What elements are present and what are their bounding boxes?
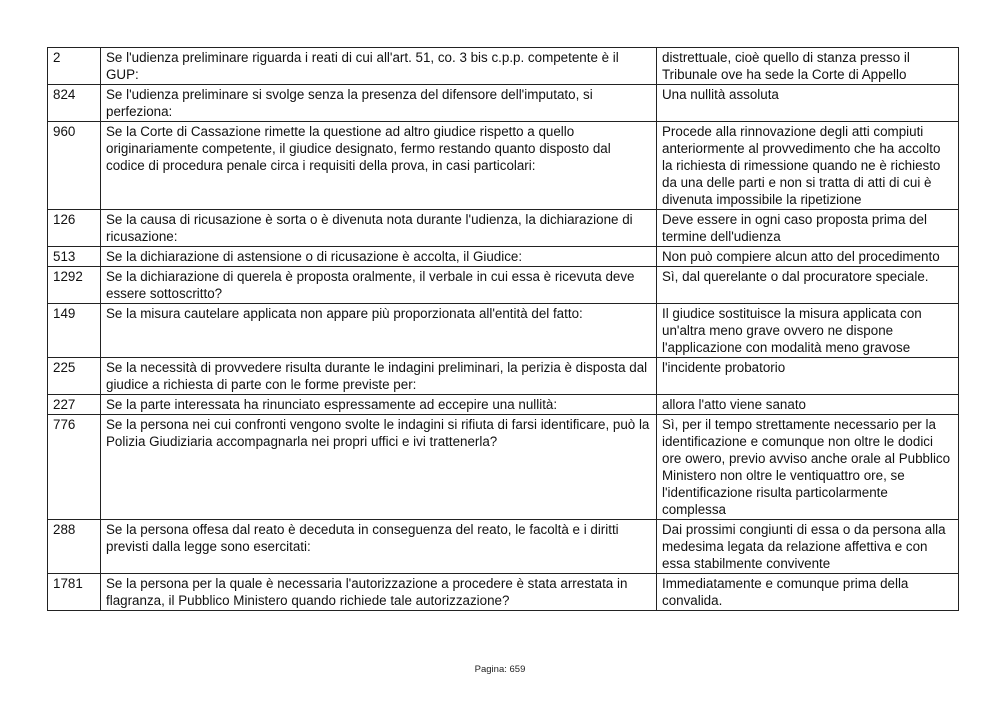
question-number-cell: 2 — [48, 48, 101, 85]
question-text-cell: Se la necessità di provvedere risulta durante le indagini preliminari, la perizia è disposta dal giudice a richiesta di parte con le forme previste per: — [101, 358, 657, 395]
question-text-cell: Se la persona nei cui confronti vengono svolte le indagini si rifiuta di farsi identificare, può la Polizia Giudiziaria accompagnarla nei propri uffici e ivi trattenerla? — [101, 415, 657, 520]
table-row — [48, 247, 959, 267]
table-row — [48, 358, 959, 395]
question-number-cell: 824 — [48, 85, 101, 122]
question-number-cell: 126 — [48, 210, 101, 247]
answer-text-cell: allora l'atto viene sanato — [657, 395, 959, 415]
question-table — [47, 47, 959, 611]
question-text-cell: Se la dichiarazione di astensione o di ricusazione è accolta, il Giudice: — [101, 247, 657, 267]
question-number-cell: 776 — [48, 415, 101, 520]
answer-text-cell: Non può compiere alcun atto del procedimento — [657, 247, 959, 267]
table-row — [48, 48, 959, 85]
table-row — [48, 574, 959, 611]
question-number-cell: 960 — [48, 122, 101, 210]
answer-text-cell: Immediatamente e comunque prima della convalida. — [657, 574, 959, 611]
table-row — [48, 520, 959, 574]
question-text-cell: Se la misura cautelare applicata non appare più proporzionata all'entità del fatto: — [101, 304, 657, 358]
page-number: Pagina: 659 — [474, 664, 526, 675]
question-number-cell: 1781 — [48, 574, 101, 611]
question-text-cell: Se la parte interessata ha rinunciato espressamente ad eccepire una nullità: — [101, 395, 657, 415]
table-row — [48, 415, 959, 520]
question-text-cell: Se la causa di ricusazione è sorta o è divenuta nota durante l'udienza, la dichiarazione di ricusazione: — [101, 210, 657, 247]
question-text-cell: Se l'udienza preliminare si svolge senza la presenza del difensore dell'imputato, si perfeziona: — [101, 85, 657, 122]
question-table-body — [48, 48, 959, 611]
table-row — [48, 395, 959, 415]
table-row — [48, 267, 959, 304]
answer-text-cell: Procede alla rinnovazione degli atti compiuti anteriormente al provvedimento che ha accolto la richiesta di rimessione quando ne è richiesto da una delle parti e non si tratta di atti di cui è divenuta impossibile la ripetizione — [657, 122, 959, 210]
answer-text-cell: Il giudice sostituisce la misura applicata con un'altra meno grave ovvero ne dispone l'applicazione con modalità meno gravose — [657, 304, 959, 358]
question-text-cell: Se la dichiarazione di querela è proposta oralmente, il verbale in cui essa è ricevuta deve essere sottoscritto? — [101, 267, 657, 304]
table-row — [48, 122, 959, 210]
answer-text-cell: distrettuale, cioè quello di stanza presso il Tribunale ove ha sede la Corte di Appello — [657, 48, 959, 85]
table-row — [48, 85, 959, 122]
question-text-cell: Se la persona per la quale è necessaria l'autorizzazione a procedere è stata arrestata in flagranza, il Pubblico Ministero quando richiede tale autorizzazione? — [101, 574, 657, 611]
table-row — [48, 210, 959, 247]
question-text-cell: Se la Corte di Cassazione rimette la questione ad altro giudice rispetto a quello originariamente competente, il giudice designato, fermo restando quanto disposto dal codice di procedura penale circa i requisiti della prova, in casi particolari: — [101, 122, 657, 210]
answer-text-cell: Sì, per il tempo strettamente necessario per la identificazione e comunque non oltre le dodici ore owero, previo avviso anche orale al Pubblico Ministero non oltre le ventiquattro ore, se l'identificazione risulta particolarmente complessa — [657, 415, 959, 520]
question-number-cell: 513 — [48, 247, 101, 267]
table-row — [48, 304, 959, 358]
question-text-cell: Se l'udienza preliminare riguarda i reati di cui all'art. 51, co. 3 bis c.p.p. competente è il GUP: — [101, 48, 657, 85]
question-number-cell: 149 — [48, 304, 101, 358]
answer-text-cell: Sì, dal querelante o dal procuratore speciale. — [657, 267, 959, 304]
question-number-cell: 225 — [48, 358, 101, 395]
question-number-cell: 227 — [48, 395, 101, 415]
answer-text-cell: l'incidente probatorio — [657, 358, 959, 395]
answer-text-cell: Una nullità assoluta — [657, 85, 959, 122]
question-number-cell: 288 — [48, 520, 101, 574]
question-number-cell: 1292 — [48, 267, 101, 304]
question-text-cell: Se la persona offesa dal reato è deceduta in conseguenza del reato, le facoltà e i diritti previsti dalla legge sono esercitati: — [101, 520, 657, 574]
answer-text-cell: Dai prossimi congiunti di essa o da persona alla medesima legata da relazione affettiva e con essa stabilmente convivente — [657, 520, 959, 574]
answer-text-cell: Deve essere in ogni caso proposta prima del termine dell'udienza — [657, 210, 959, 247]
